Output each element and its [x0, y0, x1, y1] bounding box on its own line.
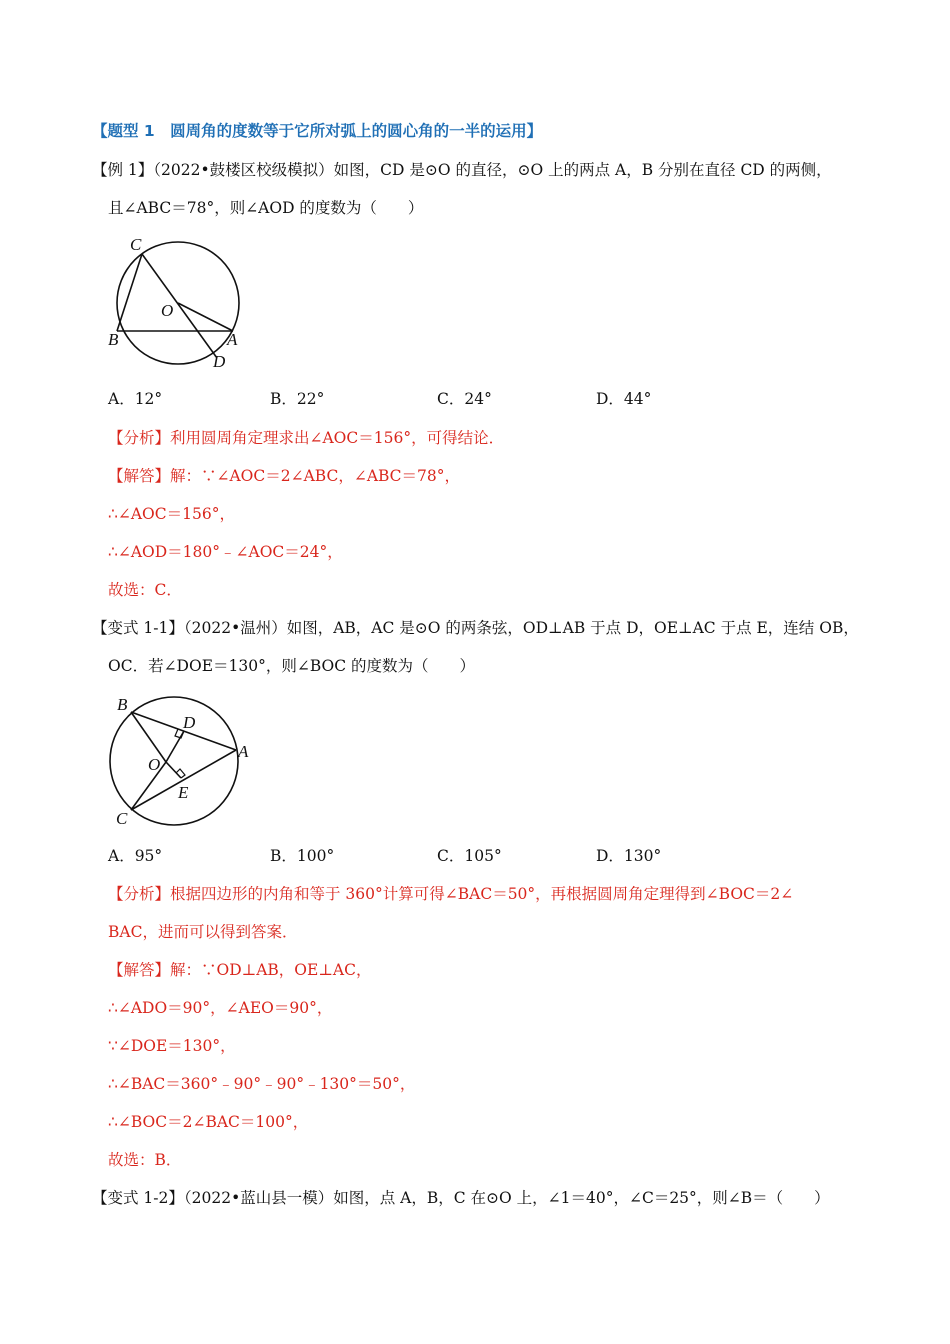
variant1-1-solution-line: 故选：B． [108, 1151, 182, 1169]
example1-analysis: 【分析】利用圆周角定理求出∠AOC＝156°，可得结论． [108, 429, 505, 447]
variant1-1-figure [104, 690, 260, 832]
example1-solution-line: 故选：C． [108, 581, 182, 599]
circle-o [110, 697, 238, 825]
example1-solution-line: ∴∠AOC＝156°， [108, 505, 235, 523]
example1-solution-line: 【解答】解：∵∠AOC＝2∠ABC，∠ABC＝78°， [108, 467, 461, 485]
variant1-1-question-line2: OC．若∠DOE＝130°，则∠BOC 的度数为（ ） [108, 657, 475, 675]
example1-solution-line: ∴∠AOD＝180°﹣∠AOC＝24°， [108, 543, 343, 561]
label-c: C [116, 809, 128, 828]
label-b: B [117, 695, 128, 714]
example1-option-d: D．44° [596, 390, 652, 408]
label-a: A [227, 330, 238, 349]
variant1-1-solution-line: ∴∠BAC＝360°﹣90°﹣90°﹣130°＝50°， [108, 1075, 416, 1093]
variant1-1-solution-line: ∴∠ADO＝90°，∠AEO＝90°， [108, 999, 333, 1017]
variant1-1-option-b: B．100° [270, 847, 335, 865]
label-c: C [130, 235, 142, 254]
label-b: B [108, 330, 119, 349]
example1-option-a: A．12° [108, 390, 163, 408]
label-d: D [183, 713, 196, 732]
segment-cd [142, 254, 217, 358]
label-e: E [178, 783, 189, 802]
variant1-2-question-line1: 【变式 1-2】（2022•蓝山县一模）如图，点 A，B，C 在⊙O 上，∠1＝40°，∠C＝25°，则∠B＝（ ） [92, 1189, 830, 1207]
variant1-1-option-c: C．105° [437, 847, 502, 865]
label-o: O [161, 301, 174, 320]
variant1-1-analysis-line1: 【分析】根据四边形的内角和等于 360°计算可得∠BAC＝50°，再根据圆周角定理得到∠BOC＝2∠ [108, 885, 794, 903]
variant1-1-analysis-line2: BAC，进而可以得到答案． [108, 923, 298, 941]
example1-question-line1: 【例 1】（2022•鼓楼区校级模拟）如图，CD 是⊙O 的直径，⊙O 上的两点 A，B 分别在直径 CD 的两侧， [92, 161, 832, 179]
example1-figure [100, 232, 250, 372]
segment-oa [178, 303, 233, 331]
variant1-1-solution-line: ∵∠DOE＝130°， [108, 1037, 236, 1055]
example1-option-c: C．24° [437, 390, 492, 408]
variant1-1-solution-line: 【解答】解：∵OD⊥AB，OE⊥AC， [108, 961, 372, 979]
label-a: A [238, 742, 249, 761]
variant1-1-option-a: A．95° [108, 847, 163, 865]
label-o: O [148, 755, 161, 774]
section-title: 【题型 1 圆周角的度数等于它所对弧上的圆心角的一半的运用】 [92, 122, 543, 140]
variant1-1-question-line1: 【变式 1-1】（2022•温州）如图，AB，AC 是⊙O 的两条弦，OD⊥AB 于点 D，OE⊥AC 于点 E，连结 OB， [92, 619, 859, 637]
variant1-1-option-d: D．130° [596, 847, 662, 865]
variant1-1-solution-line: ∴∠BOC＝2∠BAC＝100°， [108, 1113, 309, 1131]
example1-question-line2: 且∠ABC＝78°，则∠AOD 的度数为（ ） [108, 199, 424, 217]
example1-option-b: B．22° [270, 390, 325, 408]
label-d: D [213, 352, 226, 371]
